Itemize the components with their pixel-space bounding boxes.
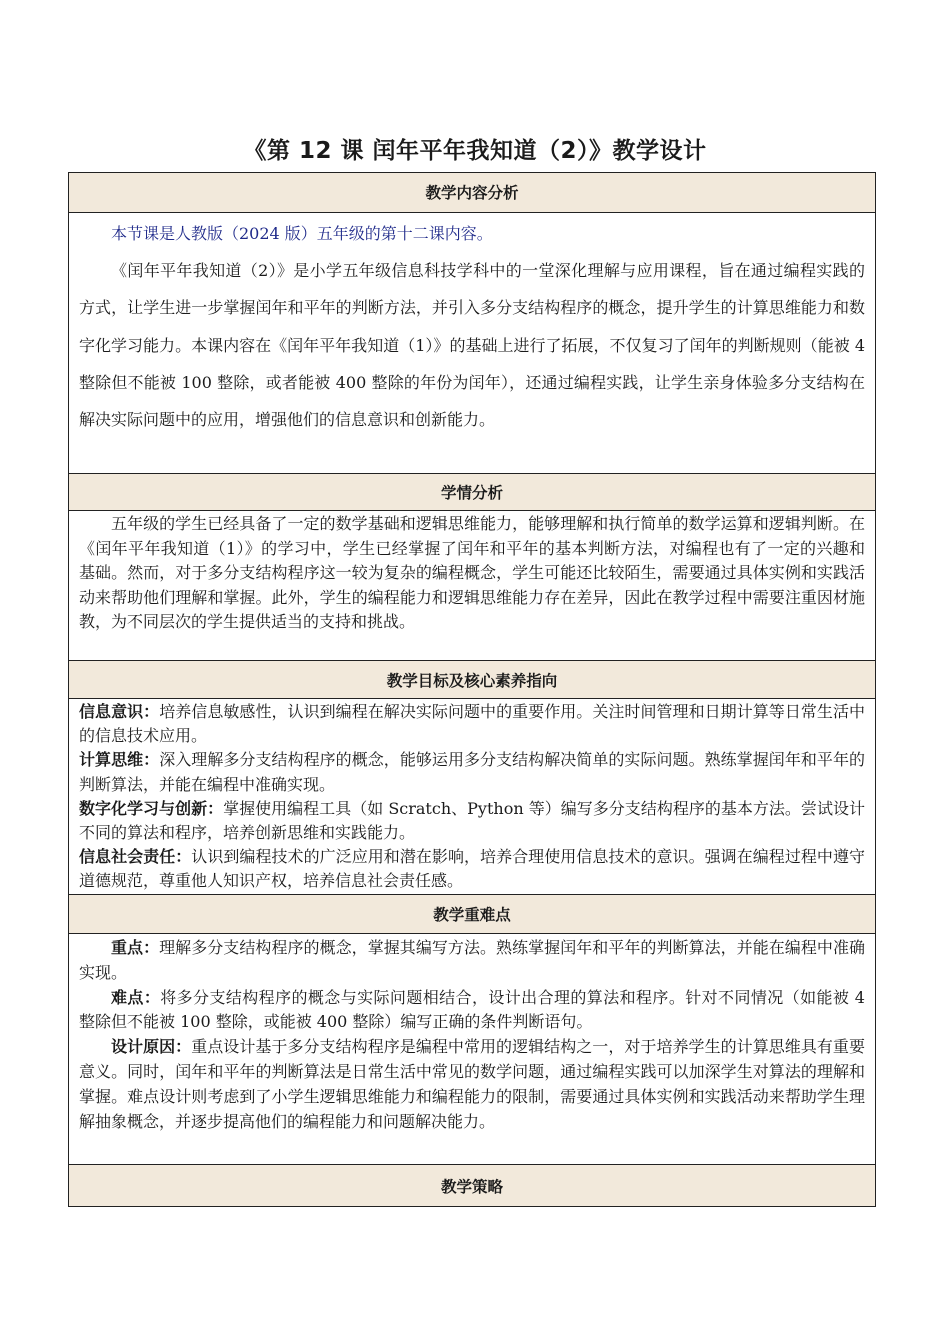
objective-item xyxy=(79,700,865,748)
objective-text: 认识到编程技术的广泛应用和潜在影响，培养合理使用信息技术的意识。强调在编程过程中遵守道德规范，尊重他人知识产权，培养信息社会责任感。 xyxy=(79,847,865,891)
key-point-text: 重点设计基于多分支结构程序是编程中常用的逻辑结构之一，对于培养学生的计算思维具有重要意义。同时，闰年和平年的判断算法是日常生活中常见的数学问题，通过编程实践可以加深学生对算法的理解和掌握。难点设计则考虑到了小学生逻辑思维能力和编程能力的限制，需要通过具体实例和实践活动来帮助学生理解抽象概念，并逐步提高他们的编程能力和问题解决能力。 xyxy=(79,1037,865,1131)
objective-label: 信息社会责任： xyxy=(79,847,192,867)
objective-item xyxy=(79,845,865,893)
key-point-text: 将多分支结构程序的概念与实际问题相结合，设计出合理的算法和程序。针对不同情况（如能被 4 整除但不能被 100 整除，或能被 400 整除）编写正确的条件判断语句。 xyxy=(79,987,865,1032)
content-analysis-paragraph: 《闰年平年我知道（2）》是小学五年级信息科技学科中的一堂深化理解与应用课程，旨在通过编程实践的方式，让学生进一步掌握闰年和平年的判断方法，并引入多分支结构程序的概念，提升学生的计算思维能力和数字化学习能力。本课内容在《闰年平年我知道（1）》的基础上进行了拓展，不仅复习了闰年的判断规则（能被 4 整除但不能被 100 整除，或者能被 400 整除的年份为闰年），还通过编程实践，让学生亲身体验多分支结构在解决实际问题中的应用，增强他们的信息意识和创新能力。 xyxy=(79,261,865,430)
key-point-item xyxy=(79,1035,865,1134)
key-point-item xyxy=(79,936,865,986)
objective-label: 信息意识： xyxy=(79,702,160,721)
key-point-label: 难点： xyxy=(111,987,161,1007)
section-body-content-analysis xyxy=(69,213,875,474)
objective-text: 深入理解多分支结构程序的概念，能够运用多分支结构解决简单的实际问题。熟练掌握闰年和平年的判断算法，并能在编程中准确实现。 xyxy=(79,750,865,794)
document-title: 《第 12 课 闰年平年我知道（2）》教学设计 xyxy=(243,138,707,164)
section-heading-content-analysis: 教学内容分析 xyxy=(69,173,875,213)
key-point-text: 理解多分支结构程序的概念，掌握其编写方法。熟练掌握闰年和平年的判断算法，并能在编程中准确实现。 xyxy=(79,938,865,982)
key-point-label: 设计原因： xyxy=(111,1037,192,1057)
section-body-key-points xyxy=(69,934,875,1165)
objective-text: 培养信息敏感性，认识到编程在解决实际问题中的重要作用。关注时间管理和日期计算等日常生活中的信息技术应用。 xyxy=(79,702,865,746)
objective-label: 数字化学习与创新： xyxy=(79,798,224,818)
key-point-item xyxy=(79,986,865,1036)
section-body-objectives xyxy=(69,699,875,895)
section-heading-objectives: 教学目标及核心素养指向 xyxy=(69,661,875,699)
objective-item xyxy=(79,748,865,796)
objective-item xyxy=(79,797,865,845)
content-analysis-intro: 本节课是人教版（2024 版）五年级的第十二课内容。 xyxy=(111,224,493,243)
key-point-label: 重点： xyxy=(111,938,160,957)
objective-label: 计算思维： xyxy=(79,750,160,770)
learner-analysis-paragraph: 五年级的学生已经具备了一定的数学基础和逻辑思维能力，能够理解和执行简单的数学运算和逻辑判断。在《闰年平年我知道（1）》的学习中，学生已经掌握了闰年和平年的基本判断方法，对编程也有了一定的兴趣和基础。然而，对于多分支结构程序这一较为复杂的编程概念，学生可能还比较陌生，需要通过具体实例和实践活动来帮助他们理解和掌握。此外，学生的编程能力和逻辑思维能力存在差异，因此在教学过程中需要注重因材施教，为不同层次的学生提供适当的支持和挑战。 xyxy=(79,514,865,632)
section-body-learner-analysis xyxy=(69,511,875,661)
lesson-plan-table xyxy=(68,172,876,1207)
objective-text: 掌握使用编程工具（如 Scratch、Python 等）编写多分支结构程序的基本方法。尝试设计不同的算法和程序，培养创新思维和实践能力。 xyxy=(79,798,865,843)
section-heading-strategy: 教学策略 xyxy=(69,1165,875,1206)
section-heading-learner-analysis: 学情分析 xyxy=(69,474,875,511)
section-heading-key-points: 教学重难点 xyxy=(69,895,875,934)
